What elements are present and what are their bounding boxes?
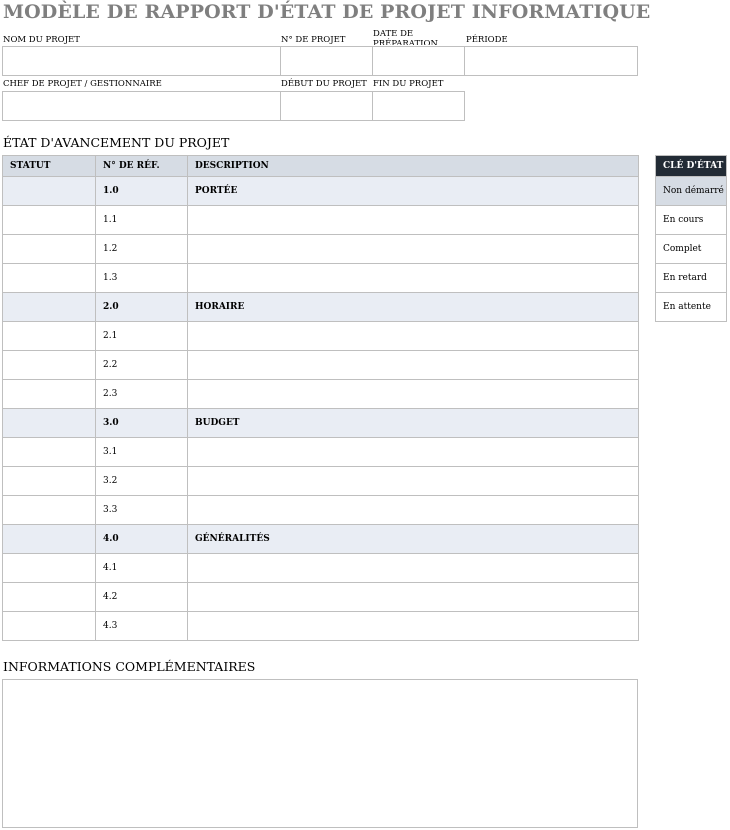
ref-cell: 4.3 xyxy=(96,612,188,641)
project-name-label: NOM DU PROJET xyxy=(3,35,80,45)
table-row xyxy=(3,525,639,554)
description-cell[interactable]: GÉNÉRALITÉS xyxy=(188,525,639,554)
status-key-item: En attente xyxy=(656,293,727,322)
ref-cell: 4.0 xyxy=(96,525,188,554)
table-row xyxy=(3,583,639,612)
ref-cell: 2.2 xyxy=(96,351,188,380)
description-cell[interactable]: PORTÉE xyxy=(188,177,639,206)
table-row xyxy=(3,235,639,264)
table-row xyxy=(3,612,639,641)
status-cell[interactable] xyxy=(3,351,96,380)
status-cell[interactable] xyxy=(3,467,96,496)
description-cell[interactable] xyxy=(188,264,639,293)
prep-date-field[interactable] xyxy=(372,46,465,76)
status-key-table xyxy=(655,155,727,322)
description-cell[interactable]: BUDGET xyxy=(188,409,639,438)
description-cell[interactable] xyxy=(188,322,639,351)
status-cell[interactable] xyxy=(3,583,96,612)
project-no-field[interactable] xyxy=(280,46,373,76)
ref-cell: 2.1 xyxy=(96,322,188,351)
end-field[interactable] xyxy=(372,91,465,121)
ref-cell: 4.2 xyxy=(96,583,188,612)
status-cell[interactable] xyxy=(3,496,96,525)
manager-field[interactable] xyxy=(2,91,281,121)
status-cell[interactable] xyxy=(3,322,96,351)
table-row xyxy=(3,409,639,438)
table-row xyxy=(3,293,639,322)
table-row xyxy=(3,438,639,467)
table-row xyxy=(3,322,639,351)
ref-cell: 3.1 xyxy=(96,438,188,467)
description-cell[interactable] xyxy=(188,583,639,612)
ref-cell: 3.2 xyxy=(96,467,188,496)
ref-cell: 2.3 xyxy=(96,380,188,409)
status-cell[interactable] xyxy=(3,612,96,641)
progress-section-title: ÉTAT D'AVANCEMENT DU PROJET xyxy=(3,135,230,150)
progress-table xyxy=(2,155,639,641)
ref-cell: 1.0 xyxy=(96,177,188,206)
description-cell[interactable] xyxy=(188,496,639,525)
project-name-field[interactable] xyxy=(2,46,281,76)
description-cell[interactable] xyxy=(188,612,639,641)
page-title: MODÈLE DE RAPPORT D'ÉTAT DE PROJET INFORMATIQUE xyxy=(3,1,651,23)
status-cell[interactable] xyxy=(3,264,96,293)
status-column-header: STATUT xyxy=(3,156,96,177)
status-key-item: En retard xyxy=(656,264,727,293)
description-cell[interactable] xyxy=(188,235,639,264)
prep-date-label: DATE DE PRÉPARATION xyxy=(373,29,438,45)
table-row xyxy=(3,206,639,235)
project-no-label: N° DE PROJET xyxy=(281,35,346,45)
ref-cell: 4.1 xyxy=(96,554,188,583)
status-key-header: CLÉ D'ÉTAT xyxy=(656,156,727,177)
status-key-item: Complet xyxy=(656,235,727,264)
status-key-item: Non démarré xyxy=(656,177,727,206)
ref-cell: 3.3 xyxy=(96,496,188,525)
period-field[interactable] xyxy=(464,46,638,76)
table-row xyxy=(3,554,639,583)
description-cell[interactable] xyxy=(188,206,639,235)
ref-cell: 1.1 xyxy=(96,206,188,235)
description-cell[interactable] xyxy=(188,554,639,583)
description-column-header: DESCRIPTION xyxy=(188,156,639,177)
table-row xyxy=(3,351,639,380)
start-label: DÉBUT DU PROJET xyxy=(281,79,367,89)
status-cell[interactable] xyxy=(3,206,96,235)
end-label: FIN DU PROJET xyxy=(373,79,444,89)
status-cell[interactable] xyxy=(3,554,96,583)
period-label: PÉRIODE xyxy=(466,35,508,45)
ref-cell: 2.0 xyxy=(96,293,188,322)
status-cell[interactable] xyxy=(3,177,96,206)
ref-cell: 1.2 xyxy=(96,235,188,264)
start-field[interactable] xyxy=(280,91,373,121)
description-cell[interactable] xyxy=(188,467,639,496)
additional-info-title: INFORMATIONS COMPLÉMENTAIRES xyxy=(3,659,256,674)
additional-info-field[interactable] xyxy=(2,679,638,828)
table-row xyxy=(3,380,639,409)
status-cell[interactable] xyxy=(3,380,96,409)
status-cell[interactable] xyxy=(3,409,96,438)
status-cell[interactable] xyxy=(3,235,96,264)
ref-column-header: N° DE RÉF. xyxy=(96,156,188,177)
status-cell[interactable] xyxy=(3,293,96,322)
status-cell[interactable] xyxy=(3,525,96,554)
progress-table-header xyxy=(3,156,639,177)
table-row xyxy=(3,177,639,206)
description-cell[interactable] xyxy=(188,438,639,467)
status-key-item: En cours xyxy=(656,206,727,235)
description-cell[interactable] xyxy=(188,380,639,409)
description-cell[interactable] xyxy=(188,351,639,380)
table-row xyxy=(3,467,639,496)
ref-cell: 3.0 xyxy=(96,409,188,438)
description-cell[interactable]: HORAIRE xyxy=(188,293,639,322)
ref-cell: 1.3 xyxy=(96,264,188,293)
table-row xyxy=(3,264,639,293)
status-cell[interactable] xyxy=(3,438,96,467)
table-row xyxy=(3,496,639,525)
manager-label: CHEF DE PROJET / GESTIONNAIRE xyxy=(3,79,162,89)
